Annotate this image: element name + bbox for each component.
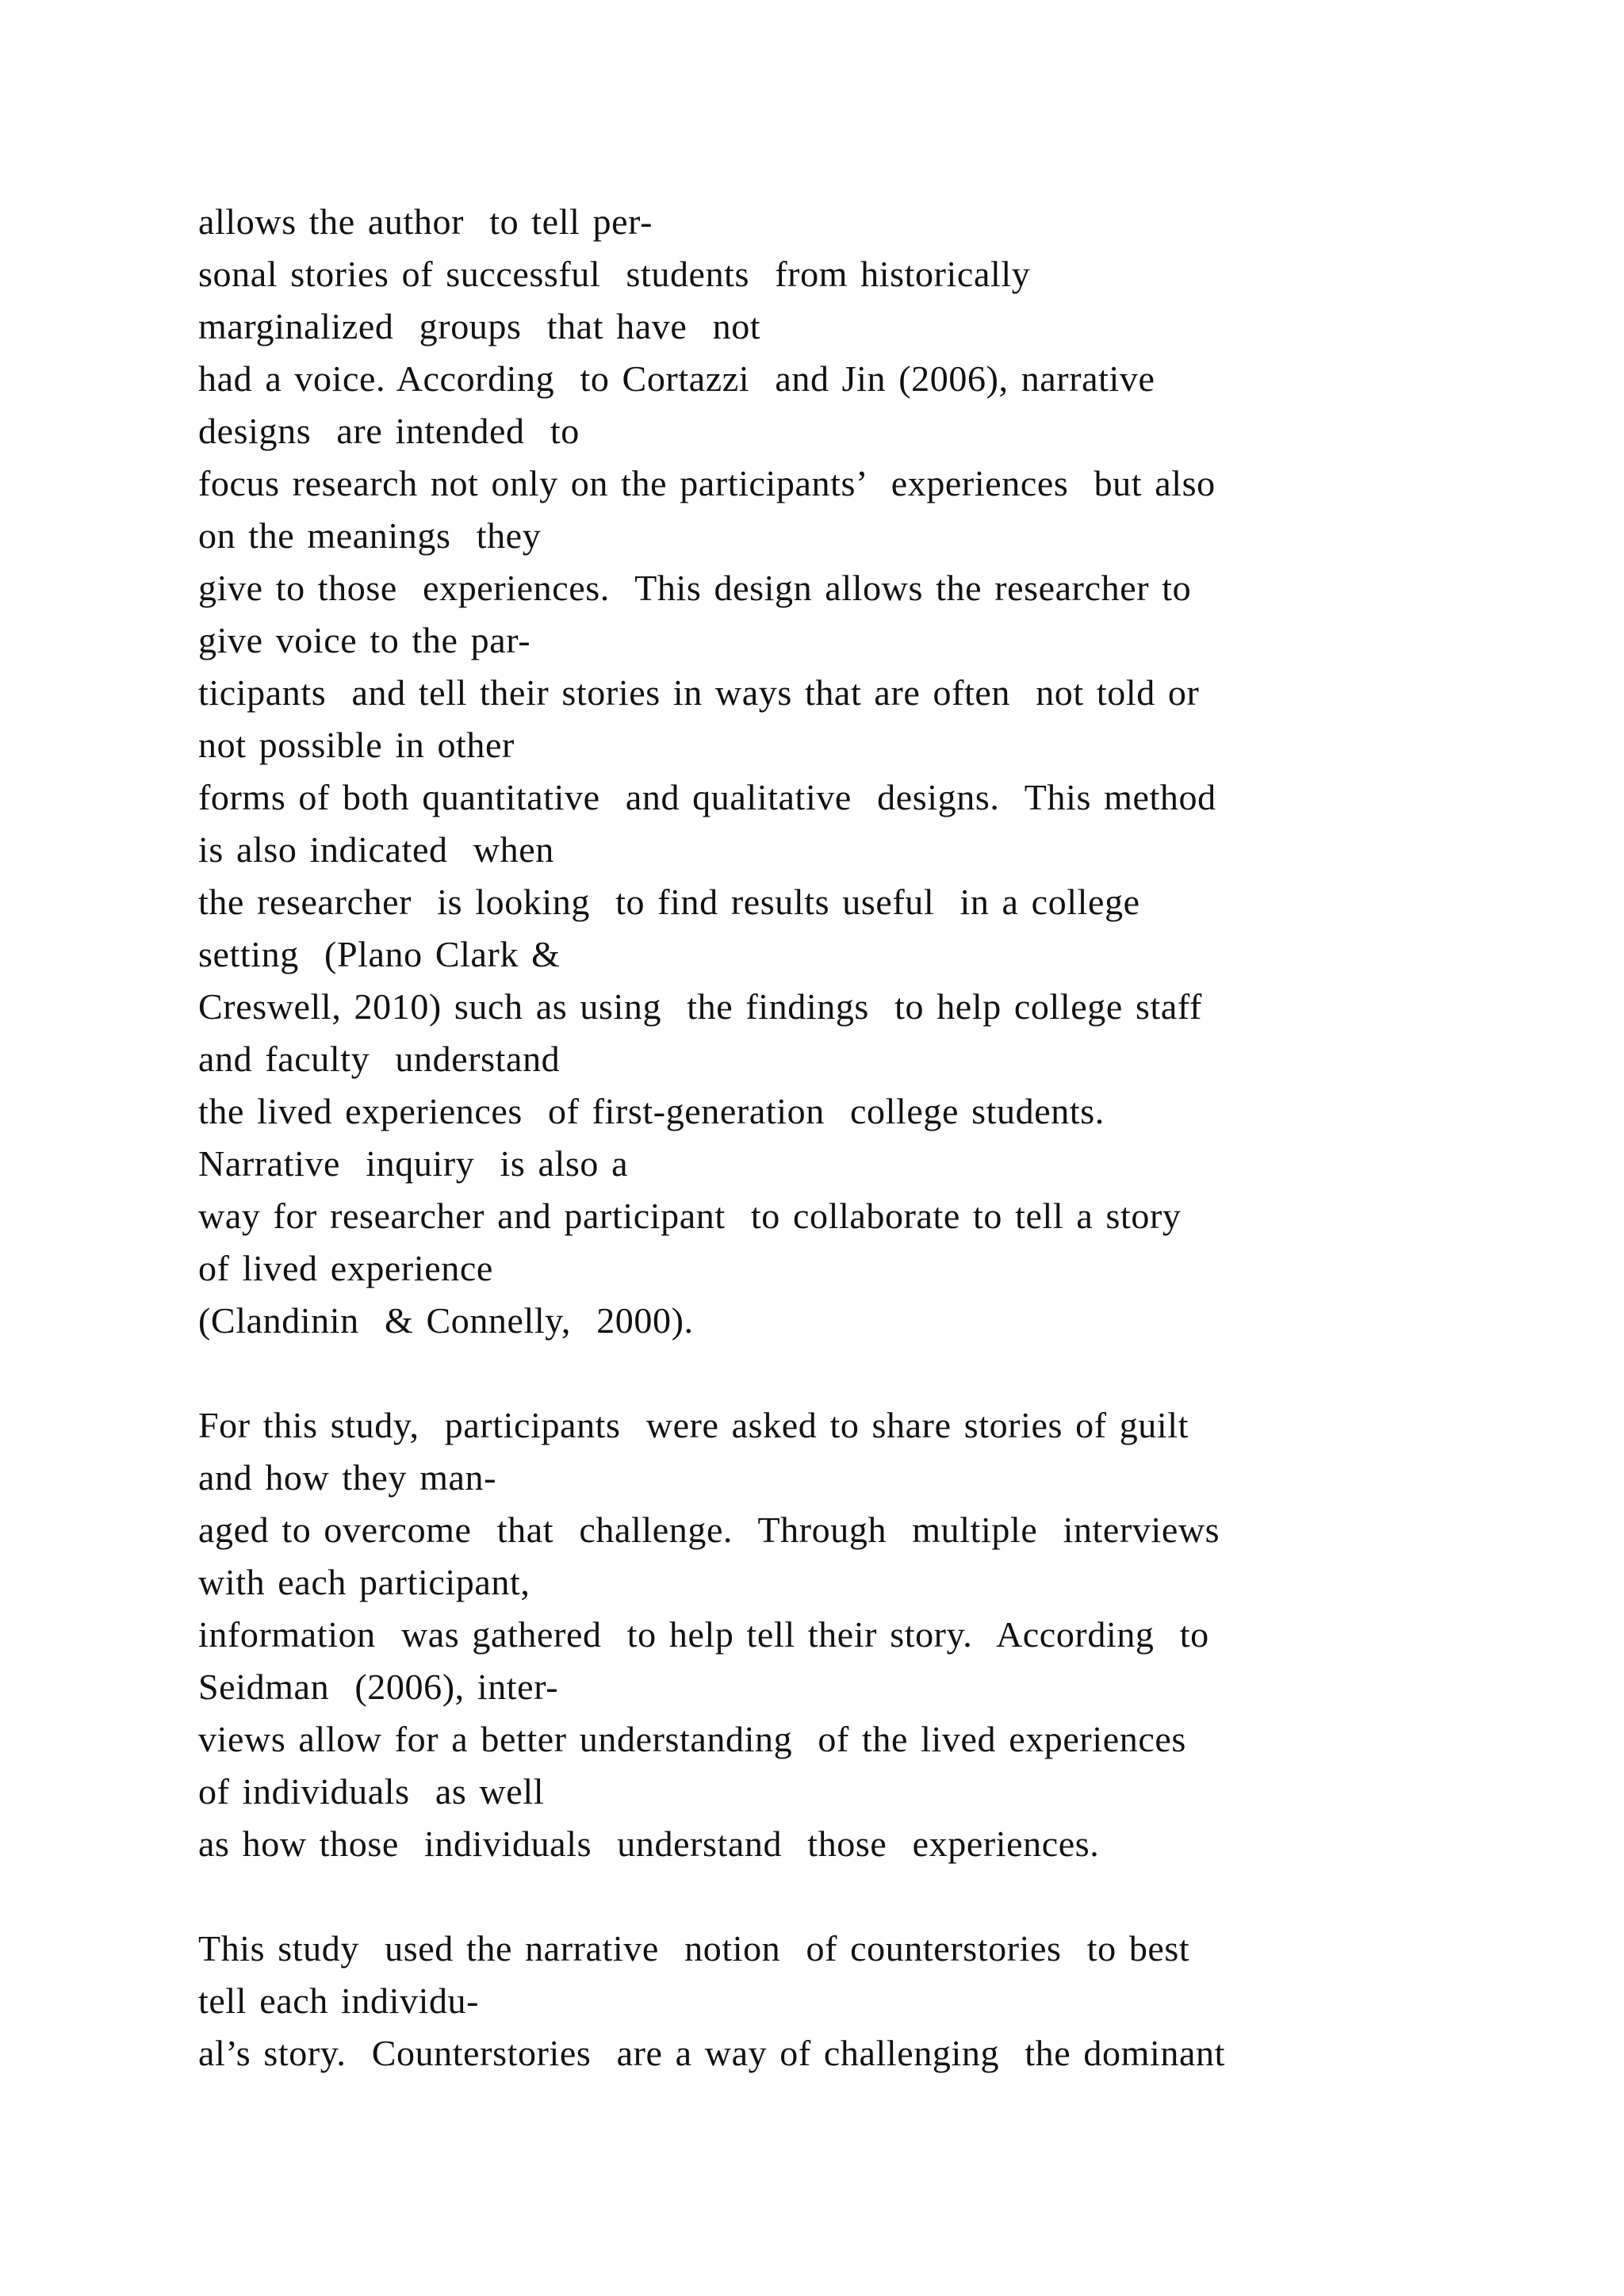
body-text xyxy=(198,196,1546,2080)
text-line: Narrative inquiry is also a xyxy=(198,1143,629,1184)
text-line: focus research not only on the participants’ experiences but also xyxy=(198,463,1216,503)
paragraph-1 xyxy=(198,196,1546,1347)
text-line: This study used the narrative notion of counterstories to best xyxy=(198,1928,1190,1969)
text-line: give to those experiences. This design allows the researcher to xyxy=(198,568,1192,608)
text-line: Seidman (2006), inter- xyxy=(198,1667,559,1707)
text-line: al’s story. Counterstories are a way of challenging the dominant xyxy=(198,2033,1225,2073)
text-line: and how they man- xyxy=(198,1457,497,1498)
text-line: marginalized groups that have not xyxy=(198,306,761,346)
text-line: had a voice. According to Cortazzi and Jin (2006), narrative xyxy=(198,358,1155,399)
text-line: the lived experiences of first-generation college students. xyxy=(198,1091,1105,1131)
text-line: of individuals as well xyxy=(198,1771,545,1812)
paragraph-2 xyxy=(198,1399,1546,1870)
paragraph-3 xyxy=(198,1923,1546,2080)
text-line: information was gathered to help tell their story. According to xyxy=(198,1614,1209,1655)
text-line: ticipants and tell their stories in ways that are often not told or xyxy=(198,672,1200,713)
text-line: Creswell, 2010) such as using the findings to help college staff xyxy=(198,986,1202,1027)
paragraph-spacer xyxy=(198,1870,1546,1923)
text-line: designs are intended to xyxy=(198,411,580,451)
text-line: on the meanings they xyxy=(198,515,542,556)
text-line: views allow for a better understanding of the lived experiences xyxy=(198,1719,1186,1759)
text-line: is also indicated when xyxy=(198,829,554,870)
paragraph-spacer xyxy=(198,1347,1546,1399)
text-line: (Clandinin & Connelly, 2000). xyxy=(198,1300,694,1341)
text-line: of lived experience xyxy=(198,1248,493,1288)
text-line: tell each individu- xyxy=(198,1980,480,2021)
text-line: setting (Plano Clark & xyxy=(198,934,561,974)
text-line: sonal stories of successful students from historically xyxy=(198,254,1031,294)
text-line: and faculty understand xyxy=(198,1039,561,1079)
text-line: as how those individuals understand those experiences. xyxy=(198,1823,1100,1864)
text-line: the researcher is looking to find results useful in a college xyxy=(198,882,1140,922)
text-line: aged to overcome that challenge. Through multiple interviews xyxy=(198,1510,1220,1550)
text-line: way for researcher and participant to collaborate to tell a story xyxy=(198,1196,1182,1236)
text-line: allows the author to tell per- xyxy=(198,201,653,242)
text-line: forms of both quantitative and qualitative designs. This method xyxy=(198,777,1216,817)
text-line: not possible in other xyxy=(198,725,515,765)
text-line: For this study, participants were asked to share stories of guilt xyxy=(198,1405,1189,1445)
text-line: give voice to the par- xyxy=(198,620,531,660)
text-line: with each participant, xyxy=(198,1562,530,1602)
